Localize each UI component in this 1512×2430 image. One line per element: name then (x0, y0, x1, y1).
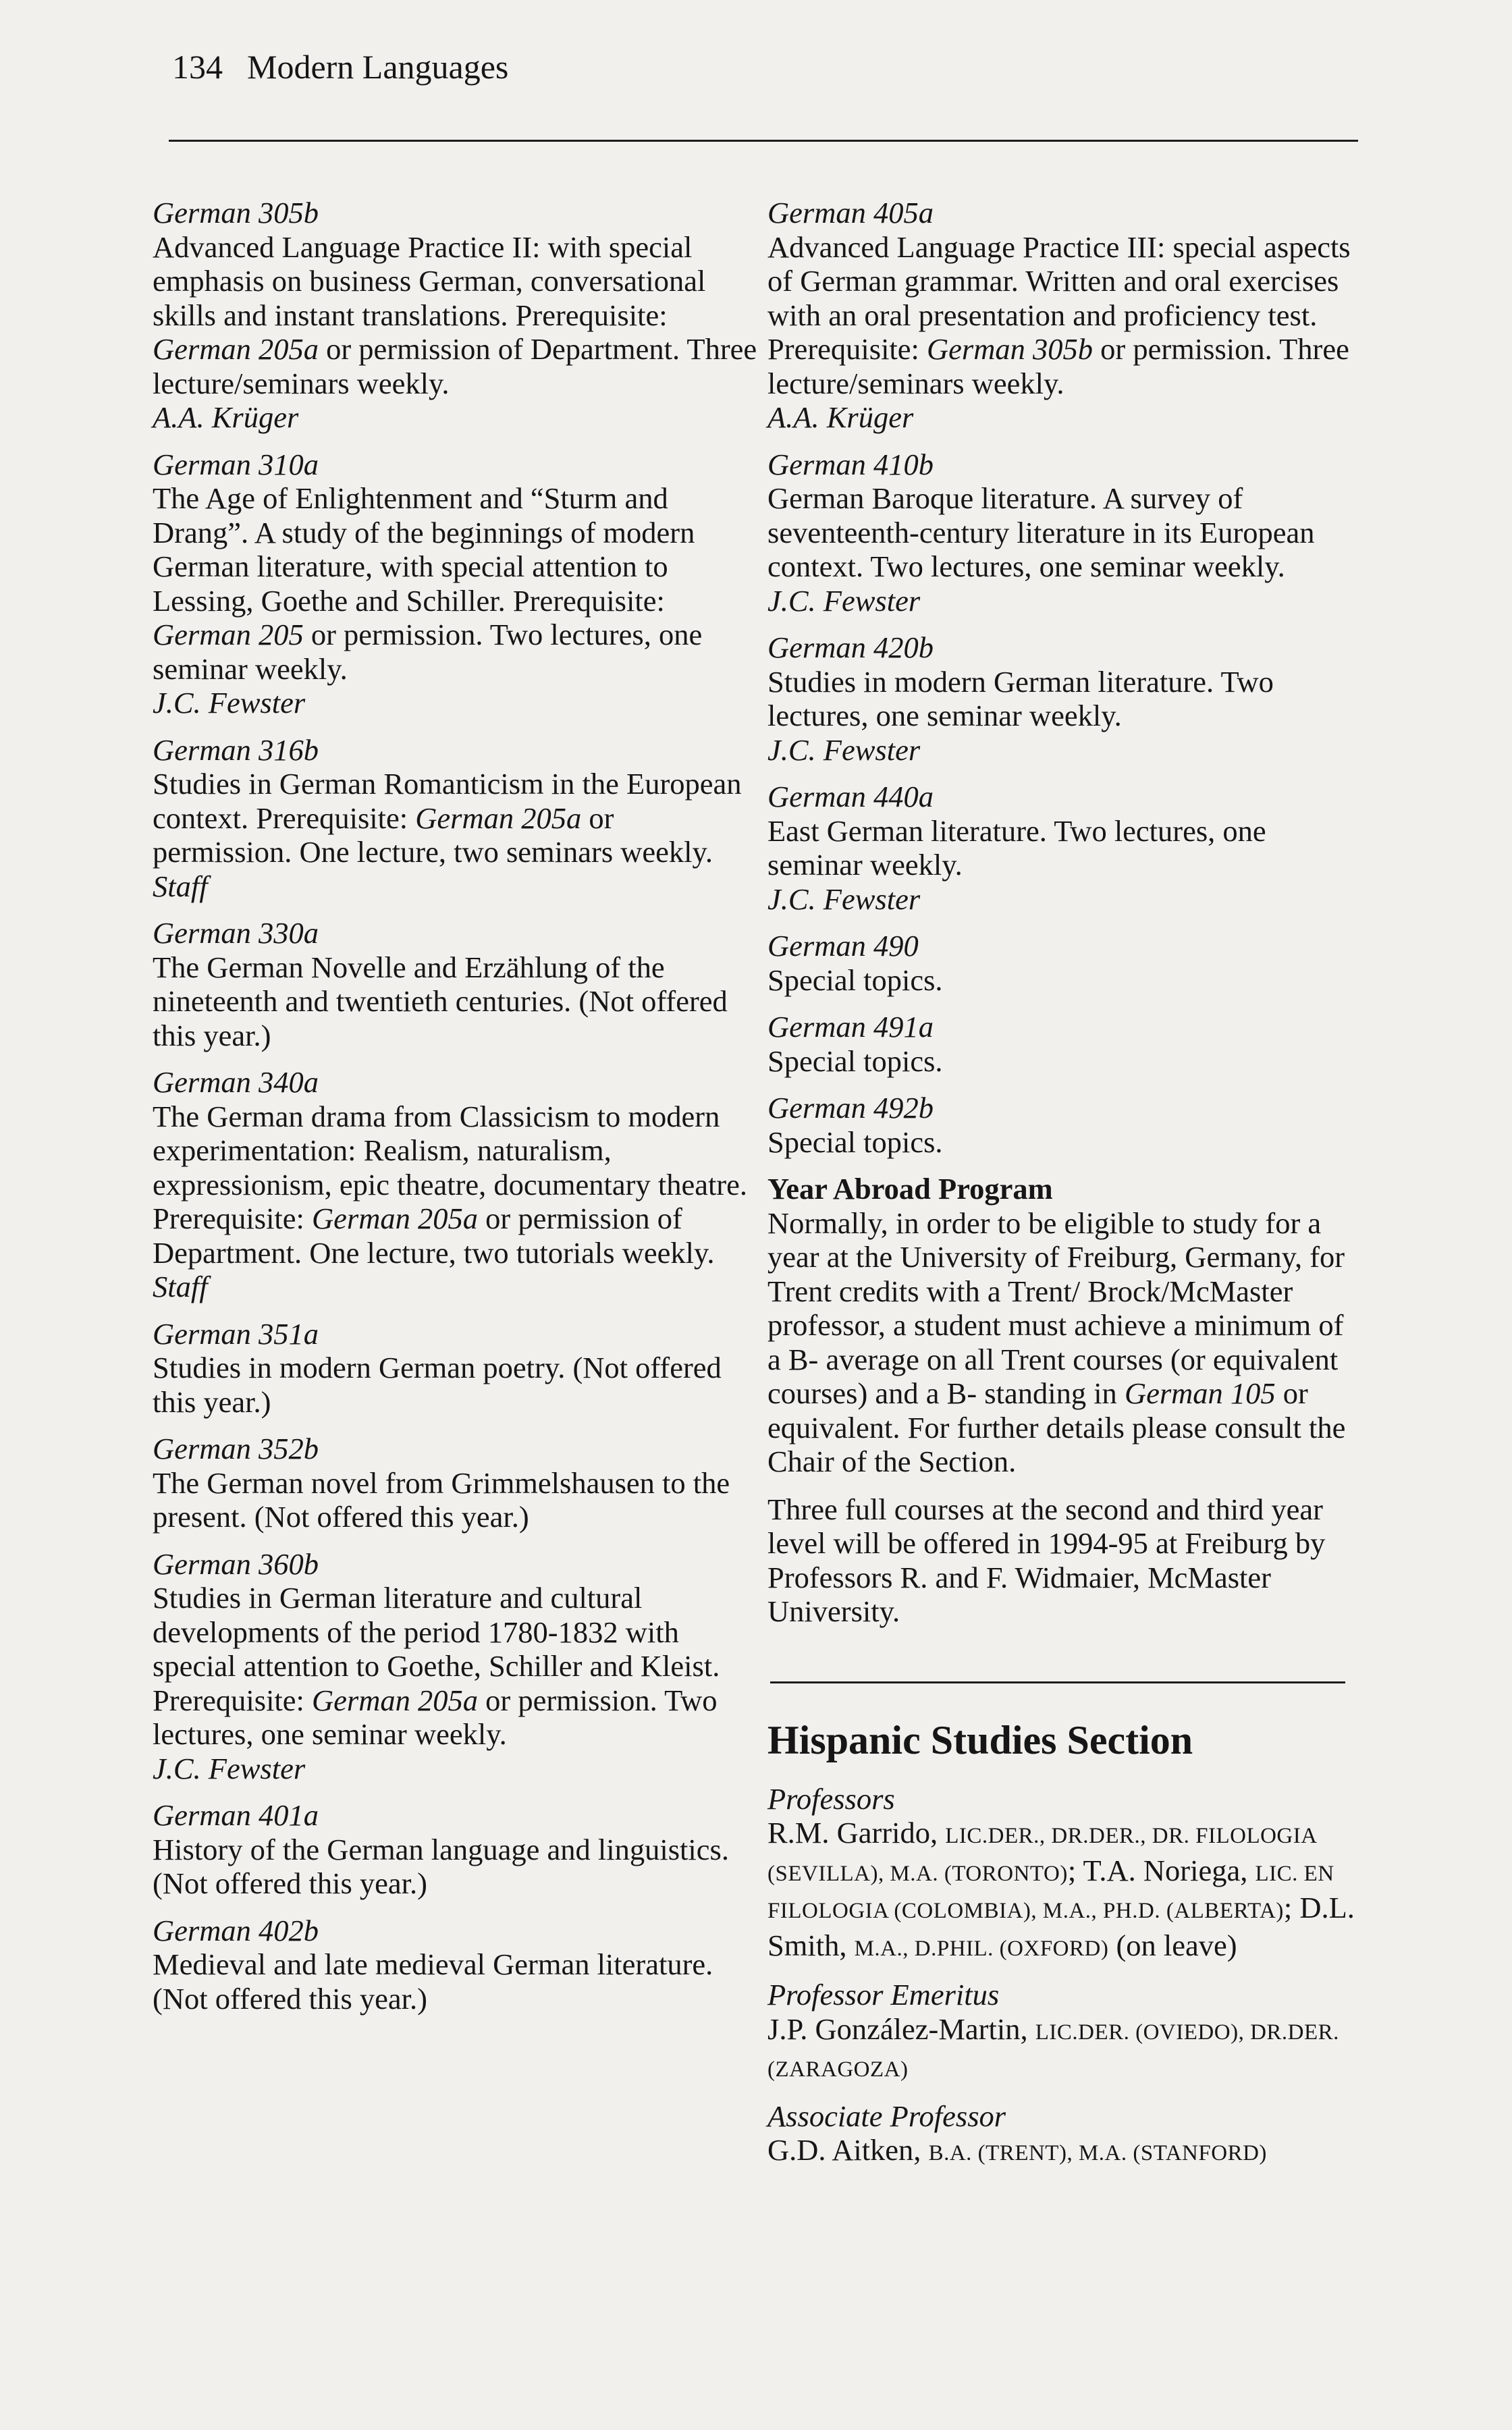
course-instructor: Staff (153, 869, 208, 903)
course-description: Studies in modern German poetry. (Not offered this year.) (153, 1351, 722, 1419)
course-instructor: J.C. Fewster (767, 882, 921, 916)
course-entry (767, 1010, 1361, 1078)
page-number: 134 (172, 48, 223, 86)
header-rule (169, 140, 1358, 142)
course-code: German 316b (153, 732, 319, 767)
course-description: Medieval and late medieval German literature. (Not offered this year.) (153, 1947, 713, 2016)
course-instructor: A.A. Krüger (767, 400, 914, 434)
faculty-names: J.P. González-Martin, LIC.DER. (OVIEDO), DR.DER. (ZARAGOZA) (767, 2012, 1339, 2082)
course-description: German Baroque literature. A survey of seventeenth-century literature in its European context. Two lectures, one seminar weekly. (767, 481, 1315, 583)
course-entry (767, 448, 1361, 618)
course-description: Special topics. (767, 1125, 943, 1159)
section-title: Hispanic Studies Section (767, 1717, 1193, 1762)
course-entry (767, 196, 1361, 435)
course-code: German 492b (767, 1091, 934, 1125)
faculty-rank: Professor Emeritus (767, 1978, 1000, 2012)
right-column (767, 196, 1361, 2183)
course-code: German 402b (153, 1913, 319, 1947)
course-code: German 405a (767, 196, 934, 230)
course-entry (153, 196, 760, 435)
course-instructor: J.C. Fewster (153, 1751, 306, 1785)
course-description: The German drama from Classicism to modern experimentation: Realism, naturalism, expressionism, epic theatre, documentary theatre. Prerequisite: German 205a or permission of Department. One lecture, two tutorials weekly. (153, 1099, 748, 1270)
course-entry (153, 1547, 760, 1786)
right-course-list (767, 196, 1361, 1159)
course-code: German 310a (153, 447, 319, 481)
course-entry (767, 929, 1361, 997)
running-title: Modern Languages (247, 48, 509, 86)
course-instructor: J.C. Fewster (767, 732, 921, 767)
course-code: German 401a (153, 1798, 319, 1832)
course-entry (153, 1317, 760, 1420)
course-entry (767, 780, 1361, 916)
course-description: East German literature. Two lectures, one seminar weekly. (767, 813, 1266, 882)
course-description: The Age of Enlightenment and “Sturm and Drang”. A study of the beginnings of modern German literature, with special attention to Lessing, Goethe and Schiller. Prerequisite: German 205 or permission. Two lectures, one seminar weekly. (153, 481, 703, 686)
course-code: German 340a (153, 1065, 319, 1099)
course-instructor: J.C. Fewster (767, 583, 921, 618)
course-instructor: A.A. Krüger (153, 400, 299, 434)
faculty-list (767, 1782, 1361, 2171)
faculty-group (767, 1978, 1361, 2087)
faculty-group (767, 1782, 1361, 1966)
course-description: Studies in German literature and cultural developments of the period 1780-1832 with special attention to Goethe, Schiller and Kleist. Prerequisite: German 205a or permission. Two lectures, one seminar weekly. (153, 1581, 720, 1751)
course-entry (153, 1065, 760, 1304)
course-description: The German novel from Grimmelshausen to the present. (Not offered this year.) (153, 1465, 730, 1534)
course-entry (767, 630, 1361, 767)
course-entry (153, 448, 760, 720)
course-code: German 490 (767, 929, 919, 963)
course-entry (153, 1914, 760, 2016)
course-code: German 360b (153, 1546, 319, 1581)
course-instructor: J.C. Fewster (153, 686, 306, 720)
course-entry (153, 1432, 760, 1534)
course-description: Special topics. (767, 963, 943, 997)
course-code: German 440a (767, 780, 934, 813)
faculty-rank: Professors (767, 1781, 895, 1816)
year-abroad-heading: Year Abroad Program (767, 1172, 1053, 1206)
course-entry (153, 916, 760, 1052)
course-code: German 305b (153, 196, 319, 230)
course-description: Advanced Language Practice III: special aspects of German grammar. Written and oral exercises with an oral presentation and proficiency test. Prerequisite: German 305b or permission. Three lecture/seminars weekly. (767, 230, 1351, 400)
course-description: Studies in modern German literature. Two lectures, one seminar weekly. (767, 664, 1274, 732)
year-abroad-freiburg-paragraph: Three full courses at the second and third year level will be offered in 1994-95 at Freiburg by Professors R. and F. Widmaier, McMaster University. (767, 1492, 1326, 1628)
faculty-names: R.M. Garrido, LIC.DER., DR.DER., DR. FILOLOGIA (SEVILLA), M.A. (TORONTO); T.A. Noriega, LIC. EN FILOLOGIA (COLOMBIA), M.A., PH.D. (ALBERTA); D.L. Smith, M.A., D.PHIL. (OXFORD) (on leave) (767, 1816, 1355, 1962)
faculty-group (767, 2099, 1361, 2171)
course-code: German 410b (767, 447, 934, 481)
page-header (172, 47, 508, 86)
faculty-names: G.D. Aitken, B.A. (TRENT), M.A. (STANFORD) (767, 2133, 1267, 2167)
course-code: German 352b (153, 1432, 319, 1465)
course-description: Advanced Language Practice II: with special emphasis on business German, conversational skills and instant translations. Prerequisite: German 205a or permission of Department. Three lecture/seminars weekly. (153, 230, 757, 400)
course-instructor: Staff (153, 1270, 208, 1303)
course-entry (767, 1091, 1361, 1159)
course-code: German 351a (153, 1316, 319, 1351)
left-column (153, 196, 760, 2028)
course-description: Studies in German Romanticism in the European context. Prerequisite: German 205a or permission. One lecture, two seminars weekly. (153, 767, 742, 869)
course-entry (153, 733, 760, 904)
course-code: German 420b (767, 630, 934, 664)
course-description: History of the German language and linguistics. (Not offered this year.) (153, 1832, 729, 1900)
course-code: German 491a (767, 1010, 934, 1044)
faculty-rank: Associate Professor (767, 2099, 1006, 2133)
section-rule (770, 1681, 1345, 1683)
year-abroad-paragraph: Normally, in order to be eligible to study for a year at the University of Freiburg, Germany, for Trent credits with a Trent/ Brock/McMaster professor, a student must achieve a minimum of a B- average on all Trent courses (or equivalent courses) and a B- standing in German 105 or equivalent. For further details please consult the Chair of the Section. (767, 1206, 1346, 1478)
course-description: Special topics. (767, 1044, 943, 1078)
course-entry (153, 1798, 760, 1901)
course-description: The German Novelle and Erzählung of the nineteenth and twentieth centuries. (Not offered this year.) (153, 950, 728, 1052)
course-code: German 330a (153, 916, 319, 950)
